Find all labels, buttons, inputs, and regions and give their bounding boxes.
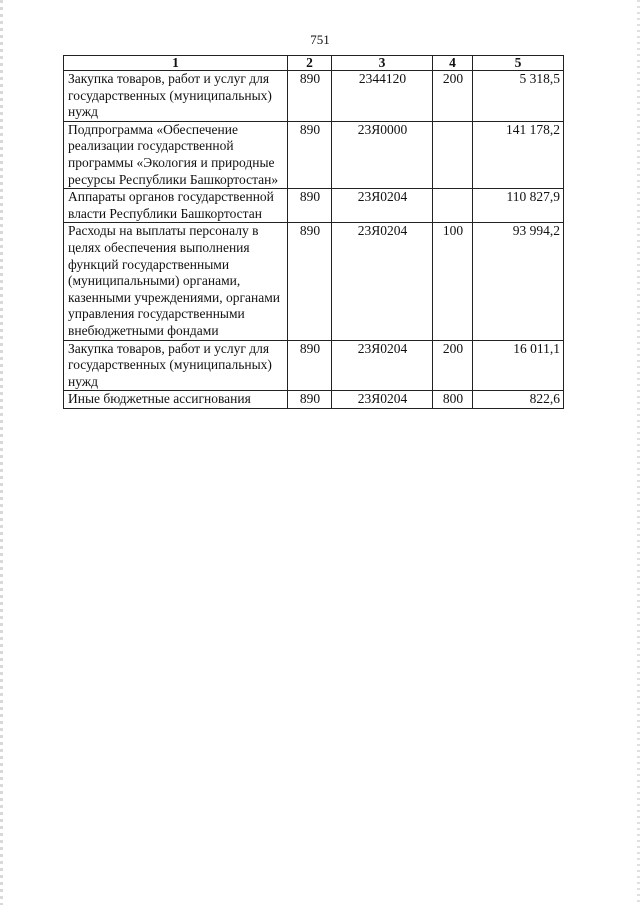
row-csr-cell: 23Я0204 bbox=[332, 340, 433, 391]
row-vr-cell: 100 bbox=[433, 223, 473, 340]
row-csr-cell: 23Я0204 bbox=[332, 189, 433, 223]
row-name-cell: Закупка товаров, работ и услуг для государственных (муниципальных) нужд bbox=[64, 340, 288, 391]
row-ved-cell: 890 bbox=[288, 121, 332, 188]
column-header-ved: 2 bbox=[288, 56, 332, 71]
column-header-sum: 5 bbox=[473, 56, 564, 71]
row-ved-cell: 890 bbox=[288, 391, 332, 409]
row-vr-cell bbox=[433, 189, 473, 223]
row-ved-cell: 890 bbox=[288, 71, 332, 122]
row-sum-cell: 141 178,2 bbox=[473, 121, 564, 188]
table-row bbox=[64, 121, 564, 188]
row-vr-cell: 200 bbox=[433, 71, 473, 122]
table-row bbox=[64, 340, 564, 391]
row-csr-cell: 23Я0000 bbox=[332, 121, 433, 188]
row-ved-cell: 890 bbox=[288, 223, 332, 340]
page-number: 751 bbox=[310, 32, 330, 47]
row-sum-cell: 16 011,1 bbox=[473, 340, 564, 391]
row-csr-cell: 23Я0204 bbox=[332, 223, 433, 340]
budget-table bbox=[63, 55, 564, 409]
row-name-cell: Закупка товаров, работ и услуг для государственных (муниципальных) нужд bbox=[64, 71, 288, 122]
row-ved-cell: 890 bbox=[288, 340, 332, 391]
row-sum-cell: 110 827,9 bbox=[473, 189, 564, 223]
row-csr-cell: 23Я0204 bbox=[332, 391, 433, 409]
table-row bbox=[64, 391, 564, 409]
row-name-cell: Иные бюджетные ассигнования bbox=[64, 391, 288, 409]
row-sum-cell: 5 318,5 bbox=[473, 71, 564, 122]
row-sum-cell: 822,6 bbox=[473, 391, 564, 409]
row-name-cell: Аппараты органов государственной власти Республики Башкортостан bbox=[64, 189, 288, 223]
row-vr-cell bbox=[433, 121, 473, 188]
row-vr-cell: 200 bbox=[433, 340, 473, 391]
row-vr-cell: 800 bbox=[433, 391, 473, 409]
row-name-cell: Расходы на выплаты персоналу в целях обеспечения выполнения функций государственными (муниципальными) органами, казенными учреждениями, органами управления государственными внебюджетными фондами bbox=[64, 223, 288, 340]
table-row bbox=[64, 189, 564, 223]
column-header-name: 1 bbox=[64, 56, 288, 71]
row-name-cell: Подпрограмма «Обеспечение реализации государственной программы «Экология и природные ресурсы Республики Башкортостан» bbox=[64, 121, 288, 188]
column-header-csr: 3 bbox=[332, 56, 433, 71]
table-row bbox=[64, 71, 564, 122]
table-header-row bbox=[64, 56, 564, 71]
row-csr-cell: 2344120 bbox=[332, 71, 433, 122]
table-row bbox=[64, 223, 564, 340]
column-header-vr: 4 bbox=[433, 56, 473, 71]
row-ved-cell: 890 bbox=[288, 189, 332, 223]
page-scan-edge-left bbox=[0, 0, 3, 905]
row-sum-cell: 93 994,2 bbox=[473, 223, 564, 340]
